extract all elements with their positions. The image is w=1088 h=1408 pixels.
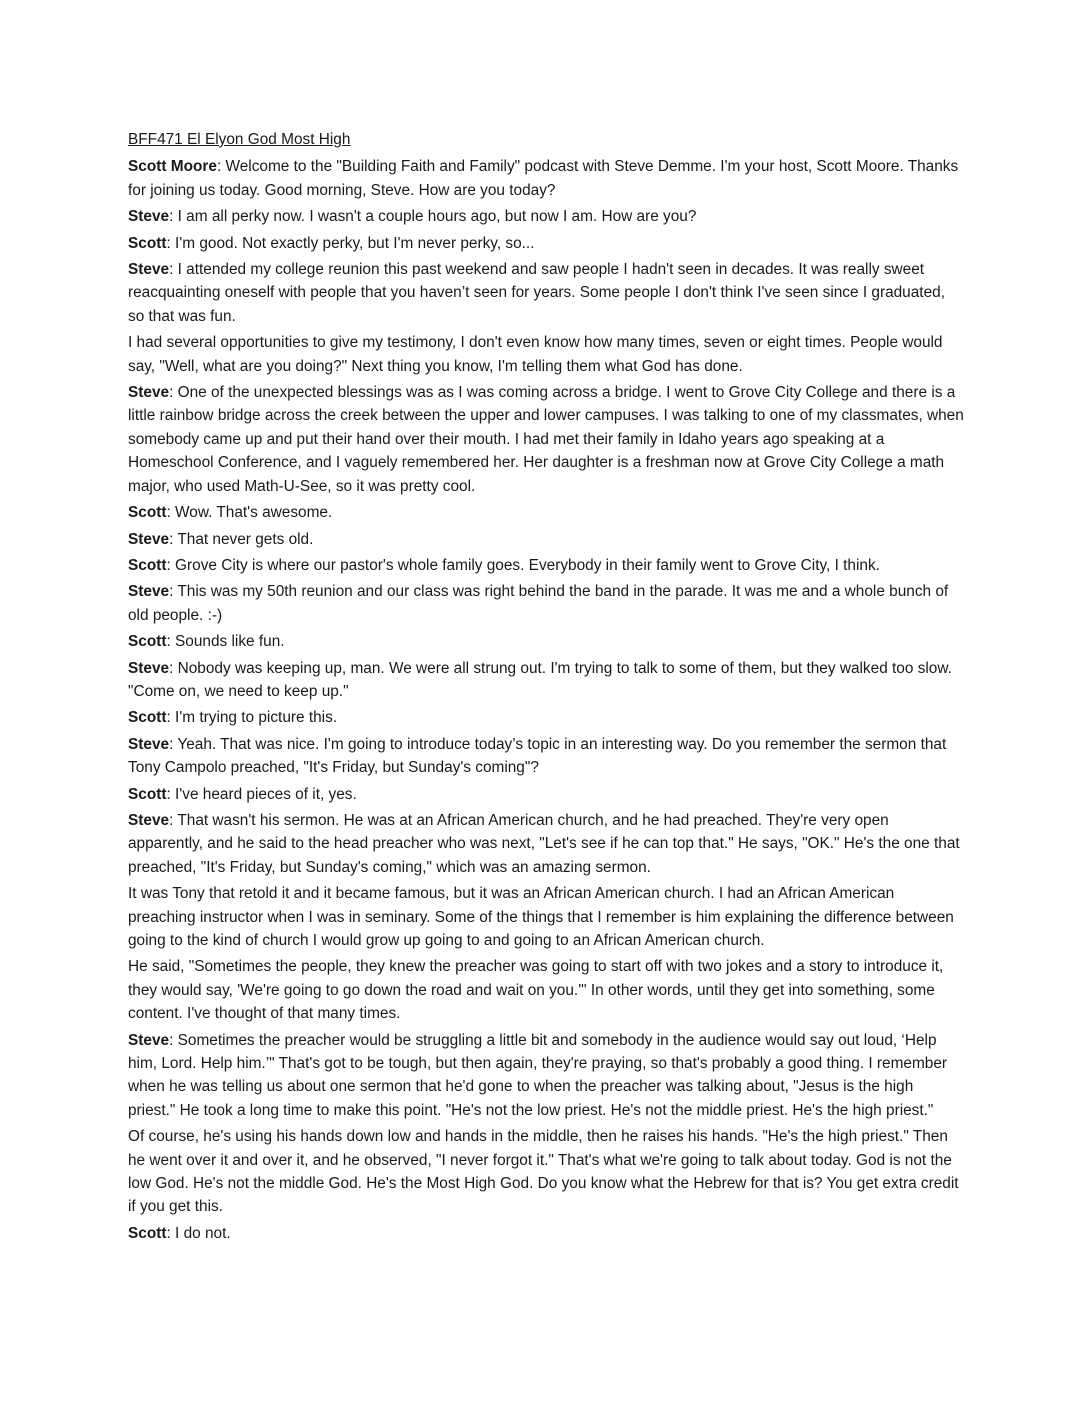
transcript-paragraph [128,809,964,879]
speaker-name: Scott [128,234,167,252]
transcript-paragraph [128,1222,964,1245]
speaker-name: Scott [128,556,167,574]
paragraph-text: : Nobody was keeping up, man. We were all strung out. I'm trying to talk to some of them, but they walked too slow. "Come on, we need to keep up." [128,659,952,700]
paragraph-text: : That never gets old. [169,530,314,548]
speaker-name: Scott [128,504,167,522]
paragraph-text: : One of the unexpected blessings was as I was coming across a bridge. I went to Grove City College and there is a little rainbow bridge across the creek between the upper and lower campuses. I was talking to one of my classmates, when somebody came up and put their hand over their mouth. I had met their family in Idaho years ago speaking at a Homeschool Conference, and I vaguely remembered her. Her daughter is a freshman now at Grove City College a math major, who used Math-U-See, so it was pretty cool. [128,384,964,495]
paragraph-text: : I've heard pieces of it, yes. [166,785,357,803]
document-page [128,128,964,1248]
paragraph-text: He said, "Sometimes the people, they knew the preacher was going to start off with two jokes and a story to introduce it, they would say, 'We're going to go down the road and wait on you.'" In other words, until they get into something, some content. I've thought of that many times. [128,958,944,1023]
speaker-name: Scott Moore [128,158,217,176]
transcript-paragraph [128,580,964,627]
speaker-name: Steve [128,384,170,402]
transcript-paragraph [128,331,964,378]
transcript-paragraph [128,381,964,498]
paragraph-text: : This was my 50th reunion and our class was right behind the band in the parade. It was me and a whole bunch of old people. :-) [128,583,949,624]
speaker-name: Steve [128,261,170,279]
transcript-paragraph [128,258,964,328]
transcript-paragraph [128,1125,964,1219]
paragraph-text: : I'm good. Not exactly perky, but I'm never perky, so... [166,234,535,252]
speaker-name: Steve [128,583,170,601]
speaker-name: Steve [128,659,170,677]
transcript-paragraph [128,657,964,704]
paragraph-text: : Sometimes the preacher would be struggling a little bit and somebody in the audience would say out loud, ‘Help him, Lord. Help him.’" That's got to be tough, but then again, they're praying, so that's probably a good thing. I remember when he was telling us about one sermon that he'd gone to when the preacher was talking about, "Jesus is the high priest." He took a long time to make this point. "He's not the low priest. He's not the middle priest. He's the high priest." [128,1031,948,1119]
transcript-paragraph [128,783,964,806]
paragraph-text: : Welcome to the "Building Faith and Family" podcast with Steve Demme. I'm your host, Scott Moore. Thanks for joining us today. Good morning, Steve. How are you today? [128,158,959,199]
transcript-paragraph [128,528,964,551]
paragraph-text: : Grove City is where our pastor's whole family goes. Everybody in their family went to Grove City, I think. [166,556,880,574]
paragraph-text: : Yeah. That was nice. I'm going to introduce today’s topic in an interesting way. Do you remember the sermon that Tony Campolo preached, "It's Friday, but Sunday's coming"? [128,735,947,777]
speaker-name: Steve [128,530,170,548]
transcript-paragraph [128,733,964,780]
transcript-paragraph [128,630,964,653]
paragraph-text: : That wasn't his sermon. He was at an African American church, and he had preached. They're very open apparently, and he said to the head preacher who was next, "Let's see if he can top that." He says, "OK." He's the one that preached, "It's Friday, but Sunday's coming," which was an amazing sermon. [128,811,960,876]
speaker-name: Scott [128,633,167,651]
transcript-paragraph [128,501,964,524]
speaker-name: Steve [128,1031,170,1049]
paragraph-text: : I am all perky now. I wasn't a couple hours ago, but now I am. How are you? [169,208,697,226]
paragraph-text: I had several opportunities to give my testimony, I don't even know how many times, seven or eight times. People would say, "Well, what are you doing?" Next thing you know, I'm telling them what God has done. [128,334,943,375]
paragraph-text: : I do not. [166,1224,231,1242]
paragraph-text: It was Tony that retold it and it became famous, but it was an African American church. I had an African American preaching instructor when I was in seminary. Some of the things that I remember is him explaining the difference between going to the kind of church I would grow up going to and going to an African American church. [128,885,954,949]
speaker-name: Steve [128,208,170,226]
transcript-paragraph [128,205,964,228]
paragraph-text: : Sounds like fun. [166,633,285,651]
transcript-paragraph [128,882,964,952]
paragraph-text: : I'm trying to picture this. [166,709,338,727]
speaker-name: Scott [128,1224,167,1242]
transcript-paragraph [128,706,964,729]
speaker-name: Scott [128,709,167,727]
paragraph-text: Of course, he's using his hands down low and hands in the middle, then he raises his hands. "He's the high priest." Then he went over it and over it, and he observed, "I never forgot it." That's what we're going to talk about today. God is not the low God. He's not the middle God. He's the Most High God. Do you know what the Hebrew for that is? You get extra credit if you get this. [128,1128,959,1216]
document-title: BFF471 El Elyon God Most High [128,131,351,148]
transcript-paragraph [128,232,964,255]
paragraph-text: : Wow. That's awesome. [166,504,333,522]
speaker-name: Scott [128,785,167,803]
transcript-paragraph [128,955,964,1025]
transcript-paragraph [128,554,964,577]
transcript-paragraph [128,1029,964,1123]
speaker-name: Steve [128,811,170,829]
transcript-paragraph [128,155,964,202]
speaker-name: Steve [128,735,170,753]
paragraph-text: : I attended my college reunion this past weekend and saw people I hadn't seen in decades. It was really sweet reacquainting oneself with people that you haven’t seen for years. Some people I don't think I've seen since I graduated, so that was fun. [128,261,945,325]
